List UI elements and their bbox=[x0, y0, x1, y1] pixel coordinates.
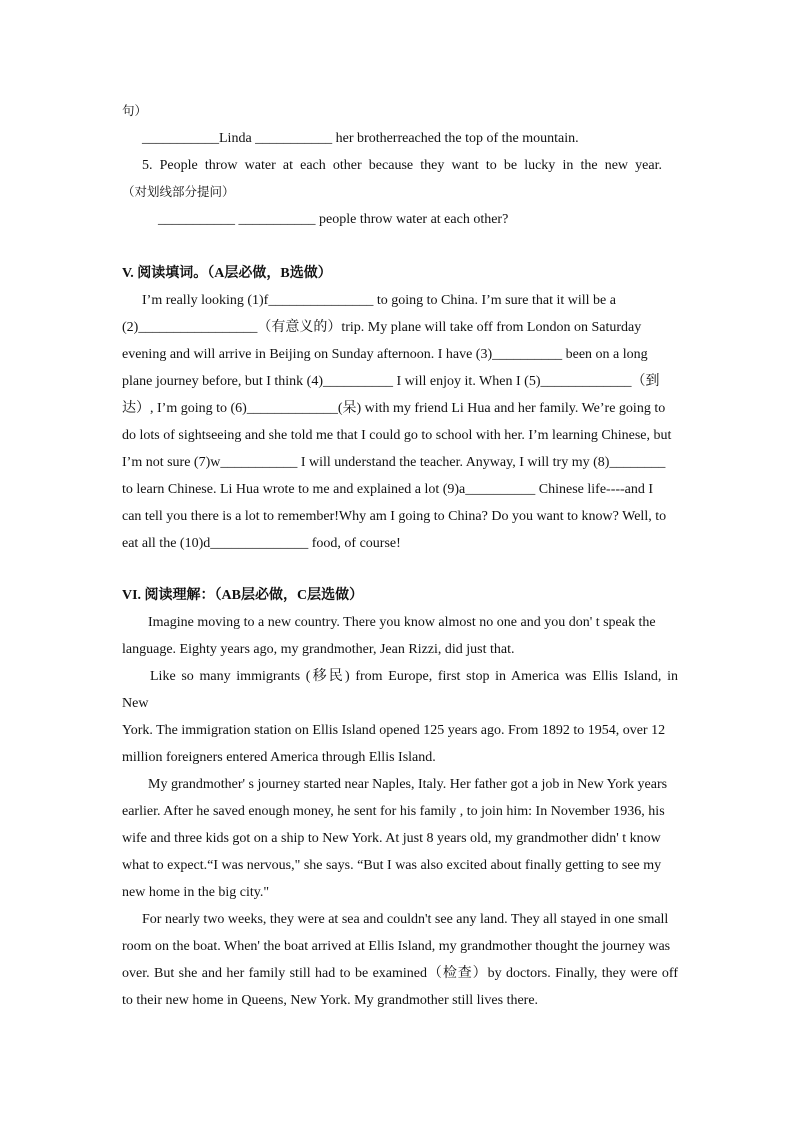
section-vi-heading: VI. 阅读理解：（AB层必做，C层选做） bbox=[122, 588, 364, 603]
reading-line: earlier. After he saved enough money, he sent for his family , to join him: In November 1936, his bbox=[122, 804, 665, 819]
cloze-line: (2)_________________（有意义的）trip. My plane will take off from London on Saturday bbox=[122, 320, 642, 335]
question-5-note: （对划线部分提问） bbox=[122, 184, 235, 199]
cloze-line: to learn Chinese. Li Hua wrote to me and explained a lot (9)a__________ Chinese life----and I bbox=[122, 482, 654, 497]
answer-line-5: ___________ ___________ people throw water at each other? bbox=[158, 212, 509, 227]
reading-line: to their new home in Queens, New York. My grandmother still lives there. bbox=[122, 993, 539, 1008]
reading-line: new home in the big city." bbox=[122, 885, 270, 900]
reading-line: over. But she and her family still had to be examined（检查）by doctors. Finally, they were off bbox=[122, 966, 678, 981]
cloze-line: do lots of sightseeing and she told me that I could go to school with her. I’m learning Chinese, but bbox=[122, 428, 672, 443]
cloze-line: can tell you there is a lot to remember!Why am I going to China? Do you want to know? Well, to bbox=[122, 509, 667, 524]
reading-line: million foreigners entered America through Ellis Island. bbox=[122, 750, 436, 765]
reading-line: New bbox=[122, 696, 149, 711]
reading-line: Imagine moving to a new country. There you know almost no one and you don' t speak the bbox=[148, 615, 656, 630]
cloze-line: plane journey before, but I think (4)__________ I will enjoy it. When I (5)_____________（到 bbox=[122, 374, 660, 389]
reading-line: My grandmother' s journey started near Naples, Italy. Her father got a job in New York years bbox=[148, 777, 668, 792]
reading-line: York. The immigration station on Ellis Island opened 125 years ago. From 1892 to 1954, over 12 bbox=[122, 723, 666, 738]
cloze-line: I’m not sure (7)w___________ I will understand the teacher. Anyway, I will try my (8)________ bbox=[122, 455, 666, 470]
reading-line: what to expect.“I was nervous," she says. “But I was also excited about finally getting to see my bbox=[122, 858, 662, 873]
reading-line: Like so many immigrants (移民) from Europe, first stop in America was Ellis Island, in bbox=[150, 669, 678, 684]
cloze-line: evening and will arrive in Beijing on Sunday afternoon. I have (3)__________ been on a long bbox=[122, 347, 648, 362]
reading-line: room on the boat. When' the boat arrived at Ellis Island, my grandmother thought the journey was bbox=[122, 939, 671, 954]
answer-line-4: ___________Linda ___________ her brotherreached the top of the mountain. bbox=[142, 131, 579, 146]
exercise-note: 句） bbox=[122, 103, 148, 118]
section-v-heading: V. 阅读填词。（A层必做，B选做） bbox=[122, 266, 332, 281]
cloze-line: I’m really looking (1)f_______________ to going to China. I’m sure that it will be a bbox=[142, 293, 616, 308]
cloze-line: 达）, I’m going to (6)_____________(呆) with my friend Li Hua and her family. We’re going to bbox=[122, 401, 666, 416]
question-5: 5. People throw water at each other because they want to be lucky in the new year. bbox=[142, 158, 662, 173]
reading-line: For nearly two weeks, they were at sea and couldn't see any land. They all stayed in one small bbox=[142, 912, 669, 927]
cloze-line: eat all the (10)d______________ food, of course! bbox=[122, 536, 401, 551]
reading-line: wife and three kids got on a ship to New York. At just 8 years old, my grandmother didn' t know bbox=[122, 831, 661, 846]
reading-line: language. Eighty years ago, my grandmother, Jean Rizzi, did just that. bbox=[122, 642, 515, 657]
